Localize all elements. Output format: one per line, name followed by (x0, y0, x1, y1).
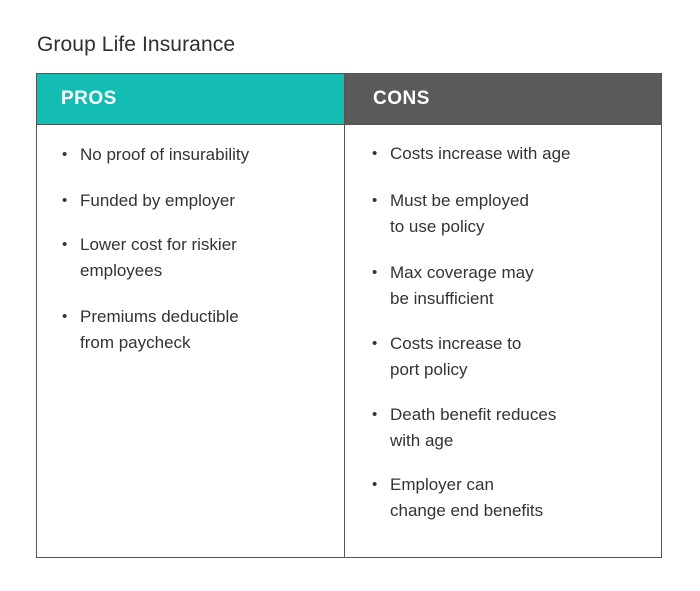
bullet-icon: • (62, 146, 68, 163)
pros-column (37, 74, 345, 557)
list-item: • Costs increase with age (390, 141, 570, 167)
bullet-icon: • (62, 236, 68, 253)
bullet-icon: • (372, 264, 378, 281)
bullet-icon: • (372, 192, 378, 209)
list-item: • Employer can change end benefits (390, 472, 543, 524)
list-item: • Costs increase to port policy (390, 331, 521, 383)
list-item: • Funded by employer (80, 188, 235, 214)
pros-cons-table (36, 73, 662, 558)
list-item: • Max coverage may be insufficient (390, 260, 534, 312)
cons-header: CONS (345, 74, 661, 125)
bullet-icon: • (372, 145, 378, 162)
bullet-icon: • (62, 192, 68, 209)
list-item: • Lower cost for riskier employees (80, 232, 237, 284)
pros-header: PROS (37, 74, 344, 125)
list-item: • Must be employed to use policy (390, 188, 529, 240)
bullet-icon: • (372, 335, 378, 352)
bullet-icon: • (372, 406, 378, 423)
bullet-icon: • (372, 476, 378, 493)
page-title: Group Life Insurance (37, 33, 236, 56)
list-item: • Premiums deductible from paycheck (80, 304, 239, 356)
list-item: • Death benefit reduces with age (390, 402, 556, 454)
list-item: • No proof of insurability (80, 142, 249, 168)
cons-column (345, 74, 661, 557)
bullet-icon: • (62, 308, 68, 325)
